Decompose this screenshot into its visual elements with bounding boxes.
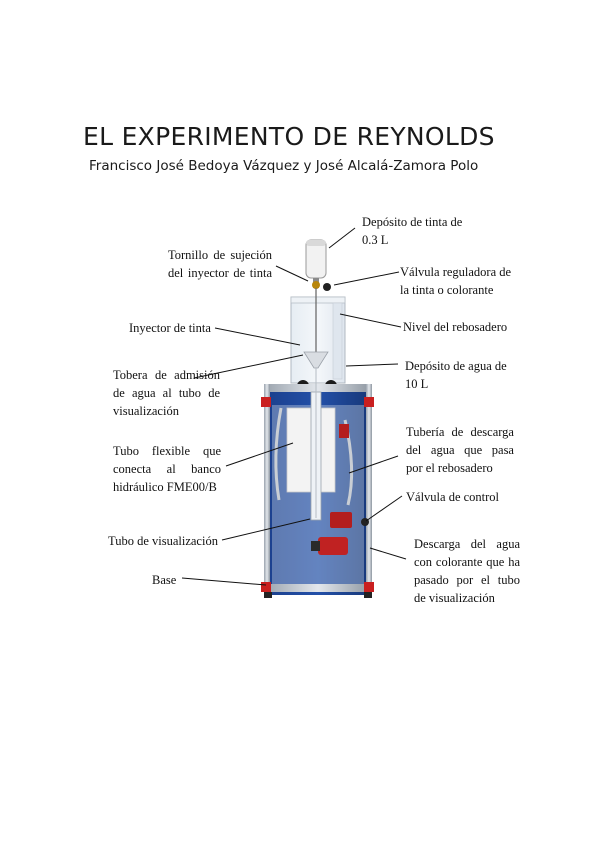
label-deposito-agua: Depósito de agua de 10 L — [405, 359, 507, 391]
authors-line: Francisco José Bedoya Vázquez y José Alcalá-Zamora Polo — [89, 158, 479, 174]
label-tubo-flexible: Tubo flexible que conecta al banco hidráulico FME00/B — [113, 444, 221, 494]
dye-reservoir — [306, 240, 331, 291]
label-base: Base — [152, 573, 177, 587]
label-nivel: Nivel del rebosadero — [403, 320, 508, 334]
label-valvula-reguladora: Válvula reguladora de la tinta o colorante — [400, 265, 512, 297]
label-tuberia-descarga: Tubería de descarga del agua que pasa por el rebosadero — [406, 425, 514, 475]
label-deposito-tinta: Depósito de tinta de 0.3 L — [362, 215, 463, 247]
label-tobera: Tobera de admisión de agua al tubo de visualización — [113, 368, 220, 418]
label-descarga: Descarga del agua con colorante que ha pasado por el tubo de visualización — [414, 537, 520, 605]
label-tornillo: Tornillo de sujeción del inyector de tinta — [168, 248, 272, 280]
label-inyector: Inyector de tinta — [129, 321, 211, 335]
water-tank — [291, 288, 345, 392]
label-tubo-visualizacion: Tubo de visualización — [108, 534, 218, 548]
support-cabinet — [261, 368, 374, 598]
page-title: EL EXPERIMENTO DE REYNOLDS — [83, 122, 495, 151]
label-valvula-control: Válvula de control — [406, 490, 500, 504]
